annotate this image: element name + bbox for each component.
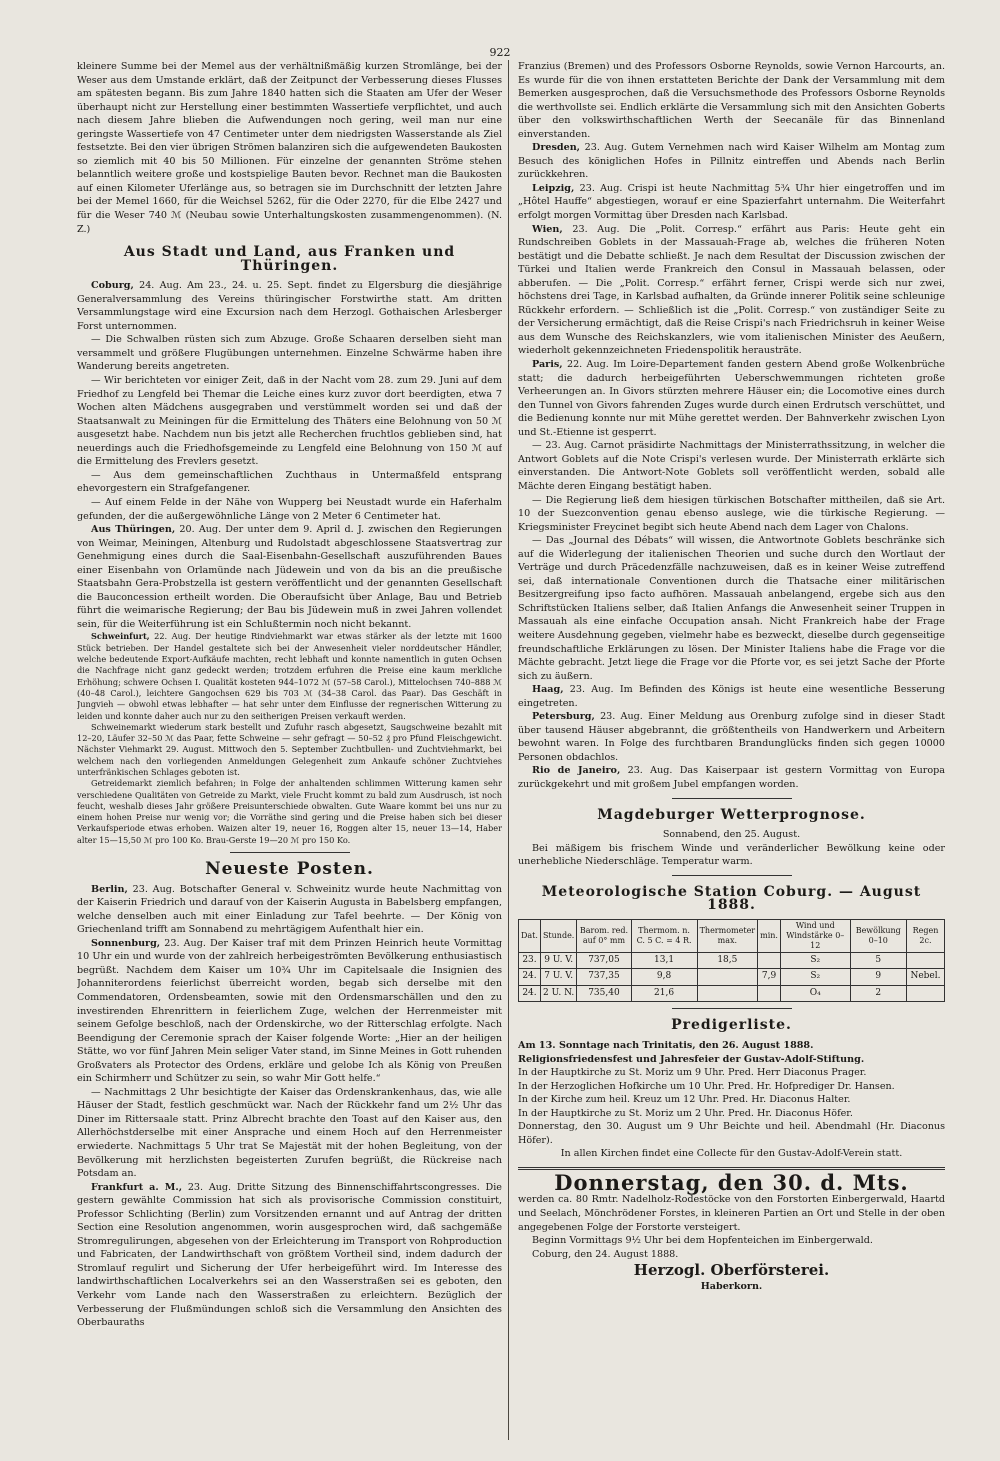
article-paris-2: — 23. Aug. Carnot präsidirte Nachmittags der Ministerrathssitzung, in welcher die Antwort Goblets auf die Note Crispi's verlesen wurde. Der Ministerrath erklärte sich einverstanden. Die Antwort-Note Goblets soll veröffentlicht werden, sobald alle Mächte deren Eingang bestätigt haben.	[518, 440, 945, 492]
col-thermometer: Thermom. n. C. 5 C. = 4 R.	[631, 919, 697, 952]
met-station-heading: Meteorologische Station Coburg. — August 1888.	[541, 883, 922, 914]
separator	[230, 852, 350, 853]
article-wien: Wien, 23. Aug. Die „Polit. Corresp.“ erfährt aus Paris: Heute geht ein Rundschreiben Goblets in der Massauah-Frage ab, welches die früheren Noten bestätigt und die Debatte schließt. Je nach dem Resultat der Discussion zwischen der Türkei und Italien werde Frankreich den Consul in Massauah belassen, oder abberufen. — Die „Polit. Corresp.“ erfährt ferner, Crispi werde sich nur zwei, höchstens drei Tage, in Karlsbad aufhalten, da Gründe innerer Politik seine schleunige Rückkehr erfordern. — Schließlich ist die „Polit. Corresp.“ von zuständiger Seite zu der Versicherung ermächtigt, daß die Reise Crispi's nach Friedrichsruh in keiner Weise aus dem Wunsche des Reichskanzlers, wie vom italienischen Minister des Aeußern, wiederholt gekennzeichneten Friedenspolitik herausträte.	[518, 223, 945, 357]
article-haferhalm: — Auf einem Felde in der Nähe von Wupperg bei Neustadt wurde ein Haferhalm gefunden, der die außergewöhnliche Länge von 2 Meter 6 Centimeter hat.	[77, 496, 502, 522]
article-paris-3: — Die Regierung ließ dem hiesigen türkischen Botschafter mittheilen, daß sie Art. 10 der Suezconvention genau ebenso auslege, wie die türkische Regierung. — Kriegsminister Freycinet begibt sich heute Abend nach dem Lager von Chalons.	[518, 494, 945, 533]
col-wind: Wind und Windstärke 0–12	[780, 919, 850, 952]
place-thueringen: Aus Thüringen,	[91, 524, 176, 536]
place-coburg: Coburg,	[91, 280, 134, 292]
auction-ad-signature: Herzogl. Oberförsterei.	[633, 1261, 830, 1280]
sermon-sunday: Am 13. Sonntage nach Trinitatis, den 26. August 1888.	[518, 1040, 814, 1051]
weather-forecast: Bei mäßigem bis frischem Winde und veränderlicher Bewölkung keine oder unerhebliche Niederschläge. Temperatur warm.	[518, 842, 945, 868]
article-dresden: Dresden, 23. Aug. Gutem Vernehmen nach wird Kaiser Wilhelm am Montag zum Besuch des königlichen Hofes in Pillnitz eintreffen und Abends nach Berlin zurückkehren.	[518, 142, 945, 181]
page-number: 922	[489, 46, 511, 59]
article-petersburg: Petersburg, 23. Aug. Einer Meldung aus Orenburg zufolge sind in dieser Stadt über tausend Häuser abgebrannt, die größtentheils von Handwerkern und Arbeitern bewohnt waren. In Folge des furchtbaren Brandunglücks finden sich gegen 10000 Personen obdachlos.	[518, 711, 945, 763]
place-schweinfurt: Schweinfurt,	[91, 631, 150, 642]
weather-table	[518, 919, 945, 1003]
article-berlin: Berlin, 23. Aug. Botschafter General v. Schweinitz wurde heute Nachmittag von der Kaiserin Friedrich und darauf von der Kaiserin Augusta in Babelsberg empfangen, welche denselben auch mit einer Einladung zur Tafel beehrte. — Der König von Griechenland trifft am Sonnabend zu mehrtägigem Aufenthalt hier ein.	[77, 883, 502, 936]
sermon-festival: Religionsfriedensfest und Jahresfeier der Gustav-Adolf-Stiftung.	[518, 1053, 865, 1065]
weather-table-header	[519, 919, 945, 952]
weather-heading: Magdeburger Wetterprognose.	[597, 806, 866, 823]
section-heading-news: Neueste Posten.	[205, 859, 374, 880]
auction-ad-heading: Donnerstag, den 30. d. Mts.	[554, 1169, 909, 1195]
auction-ad-text: werden ca. 80 Rmtr. Nadelholz-Rodestöcke von den Forstorten Einbergerwald, Haartd und Seelach, Mönchrödener Forstes, in kleineren Partien an Ort und Stelle in der oben angegebenen Folge der Forstorte versteigert.	[518, 1194, 945, 1233]
col-barometer: Barom. red. auf 0° mm	[577, 919, 631, 952]
separator	[672, 798, 792, 799]
article-sonnenburg: Sonnenburg, 23. Aug. Der Kaiser traf mit dem Prinzen Heinrich heute Vormittag 10 Uhr ein und wurde von der zahlreich herbeigeströmten Bevölkerung enthusiastisch begrüßt. Nachdem dem Kaiser um 10¾ Uhr im Capitelsaale die Insignien des Johanniterordens feierlichst überreicht worden, begab sich derselbe mit den Commendatoren, Ordensbeamten, sowie mit den Ordensmarschällen und den zu investirenden Ehrenrittern in feierlichem Zuge, welchen der Herrenmeister mit seinem Gefolge beschloß, nach der Ordenskirche, wo der Ritterschlag erfolgte. Nach Beendigung der Ceremonie sprach der Kaiser folgende Worte: „Hier an der heiligen Stätte, wo vor fünf Jahren Mein seliger Vater stand, im Sinne Meines in Gott ruhenden Großvaters als Protector des Ordens, erkläre und gelobe Ich als König von Preußen ein Schirmherr und Schützer zu sein, so wahr Mir Gott helfe.“	[77, 937, 502, 1085]
col-date: Dat.	[519, 919, 541, 952]
article-schweinemarkt: Schweinemarkt wiederum stark bestellt und Zufuhr rasch abgesetzt, Saugschweine bezahlt mit 12–20, Läufer 32–50 ℳ das Paar, fette Schweine — sehr gefragt — 50–52 ₰ pro Pfund Fleischgewicht. Nächster Viehmarkt 29. August. Mittwoch den 5. September Zuchtbullen- und Zuchtviehmarkt, bei welchem nach den vorliegenden Anmeldungen Gelegenheit zum Ankaufe schöner Zuchtviehes unterfränkischen Schlages geboten ist.	[77, 721, 502, 777]
sermon-line: In der Kirche zum heil. Kreuz um 12 Uhr. Pred. Hr. Diaconus Halter.	[518, 1094, 851, 1106]
place-petersburg: Petersburg,	[532, 711, 595, 723]
column-divider	[508, 60, 509, 1440]
col-thermo-min: min.	[758, 919, 781, 952]
article-lengfeld: — Wir berichteten vor einiger Zeit, daß in der Nacht vom 28. zum 29. Juni auf dem Friedhof zu Lengfeld bei Themar die Leiche eines kurz zuvor dort beerdigten, etwa 7 Wochen alten Mädchens ausgegraben und verstümmelt worden sei und daß der Staatsanwalt zu Meiningen für die Ermittelung des Thäters eine Belohnung von 50 ℳ ausgesetzt habe. Nachdem nun bis jetzt alle Recherchen fruchtlos geblieben sind, hat neuerdings auch die Friedhofsgemeinde zu Lengfeld eine Belohnung von 150 ℳ auf die Ermittelung des Frevlers gesetzt.	[77, 375, 502, 468]
left-column	[77, 60, 502, 1440]
place-frankfurt: Frankfurt a. M.,	[91, 1181, 183, 1193]
sermon-line: In der Hauptkirche zu St. Moriz um 9 Uhr. Pred. Herr Diaconus Prager.	[518, 1067, 867, 1079]
place-paris: Paris,	[532, 359, 563, 371]
article-thueringen: Aus Thüringen, 20. Aug. Der unter dem 9. April d. J. zwischen den Regierungen von Weimar, Meiningen, Altenburg und Rudolstadt abgeschlossene Staatsvertrag zur Genehmigung eines durch die Saal-Eisenbahn-Gesellschaft auszuführenden Baues einer Eisenbahn von Orlamünde nach Jüdewein und von da bis an die preußische Staatsbahn Gera-Probstzella ist gestern veröffentlicht und der genannten Gesellschaft die Bauconcession ertheilt worden. Die Oberaufsicht über Anlage, Bau und Betrieb führt die weimarische Regierung; der Bau bis Jüdewein muß in zwei Jahren vollendet sein, für die Weiterführung ist ein Schlußtermin noch nicht bekannt.	[77, 524, 502, 630]
place-wien: Wien,	[532, 223, 563, 235]
col-cloud: Bewölkung 0–10	[850, 919, 906, 952]
sermon-line: In der Herzoglichen Hofkirche um 10 Uhr. Pred. Hr. Hofprediger Dr. Hansen.	[518, 1080, 895, 1092]
table-row: 24. 2 U. N. 735,40 21,6 O₄ 2	[519, 985, 945, 1002]
col-thermo-max: Thermometer max.	[697, 919, 758, 952]
article-paris-4: — Das „Journal des Débats“ will wissen, die Antwortnote Goblets beschränke sich auf die Widerlegung der italienischen Theorien und suche durch den Wortlaut der Verträge und durch Präcedenzfälle nachzuweisen, daß es in keiner Weise zutreffend sei, daß internationale Conventionen durch die Thatsache einer militärischen Besitzergreifung ipso facto aufhören. Massauah anbelangend, ergebe sich aus den Schriftstücken Italiens selber, daß Italien Anfangs die Anwesenheit seiner Truppen in Massauah als eine einfache Occupation ansah. Nicht Frankreich habe der Frage weitere Ausdehnung gegeben, vielmehr habe es bezweckt, dieselbe durch gegenseitige freundschaftliche Erklärungen zu lösen. Der Minister Italiens habe die Frage vor die Mächte gebracht. Jetzt liege die Frage vor die Pforte vor, es sei jetzt Sache der Pforte sich zu äußern.	[518, 535, 945, 682]
place-sonnenburg: Sonnenburg,	[91, 937, 161, 949]
place-dresden: Dresden,	[532, 142, 581, 154]
article-coburg: Coburg, 24. Aug. Am 23., 24. u. 25. Sept. findet zu Elgersburg die diesjährige Generalversammlung des Vereins thüringischer Forstwirthe statt. Am dritten Versammlungstage wird eine Excursion nach dem Herzogl. Gothaischen Arlesberger Forst unternommen.	[77, 280, 502, 332]
article-paris: Paris, 22. Aug. Im Loire-Departement fanden gestern Abend große Wolkenbrüche statt; die dadurch herbeigeführten Ueberschwemmungen richteten große Verheerungen an. In Givors stürzten mehrere Häuser ein; die Locomotive eines durch den Tunnel von Givors fahrenden Zuges wurde durch einen Erdrutsch verschüttet, und die Bedienung konnte nur mit Mühe gerettet werden. Der Bahnverkehr zwischen Lyon und St.-Etienne ist gesperrt.	[518, 359, 945, 438]
article-zuchthaus: — Aus dem gemeinschaftlichen Zuchthaus in Untermaßfeld entsprang ehevorgestern ein Strafgefangener.	[77, 469, 502, 495]
article-leipzig: Leipzig, 23. Aug. Crispi ist heute Nachmittag 5¾ Uhr hier eingetroffen und im „Hôtel Hauffe“ abgestiegen, worauf er eine Spazierfahrt unternahm. Die Weiterfahrt erfolgt morgen Vormittag über Dresden nach Karlsbad.	[518, 182, 945, 222]
auction-ad-date: Coburg, den 24. August 1888.	[532, 1248, 679, 1260]
article-sonnenburg-2: — Nachmittags 2 Uhr besichtigte der Kaiser das Ordenskrankenhaus, das, wie alle Häuser der Stadt, festlich geschmückt war. Nach der Rückkehr fand um 2½ Uhr das Diner im Rittersaale statt. Prinz Albrecht brachte den Toast auf den Kaiser aus, den Allerhöchstderselbe mit einer Ansprache und einem Hoch auf den Herrenmeister erwiederte. Nachmittags 5 Uhr trat Se Majestät mit der hohen Begleitung, von der Bevölkerung mit herzlichsten begeisterten Zurufen begrüßt, die Rückreise nach Potsdam an.	[77, 1086, 502, 1180]
sermon-line: In der Hauptkirche zu St. Moriz um 2 Uhr. Pred. Hr. Diaconus Höfer.	[518, 1107, 853, 1119]
table-row: 23. 9 U. V. 737,05 13,1 18,5 S₂ 5	[519, 952, 945, 969]
place-leipzig: Leipzig,	[532, 182, 575, 194]
separator	[672, 875, 792, 876]
col-rain: Regen 2c.	[906, 919, 944, 952]
place-rio: Rio de Janeiro,	[532, 765, 621, 777]
sermon-list-heading: Predigerliste.	[671, 1017, 792, 1034]
auction-ad-begin: Beginn Vormittags 9½ Uhr bei dem Hopfenteichen im Einbergerwald.	[532, 1235, 873, 1247]
place-berlin: Berlin,	[91, 883, 128, 895]
separator	[672, 1008, 792, 1009]
article-getreidemarkt: Getreidemarkt ziemlich befahren; in Folge der anhaltenden schlimmen Witterung kamen sehr verschiedene Qualitäten von Getreide zu Markt, viele Frucht kommt zu bald zum Ausdrusch, ist noch feucht, weshalb dieses Jahr größere Preisunterschiede obwalten. Gute Waare kommt bei uns nur zu einem hohen Preise nur wenig vor; die Vorräthe sind gering und die Preise haben sich bei dieser Verkaufsperiode etwas erhoben. Waizen alter 19, neuer 16, Roggen alter 15, neuer 13—14, Haber alter 15—15,50 ℳ pro 100 Ko. Brau-Gerste 19—20 ℳ pro 150 Ko.	[77, 778, 502, 845]
weather-date: Sonnabend, den 25. August.	[662, 829, 801, 841]
col-hour: Stunde.	[540, 919, 576, 952]
article-frankfurt-cont: Franzius (Bremen) und des Professors Osborne Reynolds, sowie Vernon Harcourts, an. Es wurde für die von ihnen erstatteten Berichte der Dank der Versammlung mit dem Bemerken ausgesprochen, daß die Versuchsmethode des Professors Osborne Reynolds die werthvollste sei. Endlich erklärte die Versammlung sich mit den Ansichten Goberts über den volkswirthschaftlichen Werth der Seecanäle für das Binnenland einverstanden.	[518, 61, 945, 140]
article-weser: kleinere Summe bei der Memel aus der verhältnißmäßig kurzen Stromlänge, bei der Weser aus dem Umstande erklärt, daß der Zeitpunct der Verbesserung dieses Flusses am spätesten begann. Bis zum Jahre 1840 hatten sich die Staaten am Ufer der Weser überhaupt nicht zur Herstellung einer bestimmten Wassertiefe verpflichtet, und auch nach diesem Jahre blieben die Aufwendungen noch gering, weil man nur eine geringste Wassertiefe von 47 Centimeter unter dem niedrigsten Wasserstande als Ziel festsetzte. Bei den vier übrigen Strömen balanziren sich die aufgewendeten Baukosten so ziemlich mit 40 bis 50 Millionen. Für einzelne der genannten Ströme stehen belanntlich weitere große und kostspielige Bauten bevor. Rechnet man die Baukosten auf einen Kilometer Uferlänge aus, so betragen sie im Durchschnitt der letzten Jahre bei der Memel 1660, für die Weichsel 5262, für die Oder 2270, für die Elbe 2427 und für die Weser 740 ℳ (Neubau sowie Unterhaltungskosten zusammengenommen). (N. Z.)	[77, 61, 502, 235]
article-schwalben: — Die Schwalben rüsten sich zum Abzuge. Große Schaaren derselben sieht man versammelt und größere Flugübungen unternehmen. Einzelne Schwärme haben ihre Wanderung bereits angetreten.	[77, 334, 502, 373]
article-frankfurt: Frankfurt a. M., 23. Aug. Dritte Sitzung des Binnenschiffahrtscongresses. Die gestern gewählte Commission hat sich als provisorische Commission constituirt, Professor Schlichting (Berlin) zum Vorsitzenden ernannt und auf Antrag der dritten Section eine Resolution angenommen, worin ausgesprochen wird, daß sachgemäße Stromregulirungen, abgesehen von der Erleichterung im Transport von Rohproduction und Fabricaten, der Landwirthschaft von größtem Vortheil sind, indem dadurch der Stromlauf regulirt und Sicherung der Ufer herbeigeführt wird. Im Interesse des landwirthschaftlichen Localverkehrs sei an den Wasserstraßen sei es geboten, den Verkehr vom Lande nach den Wasserstraßen zu erleichtern. Bezüglich der Verbesserung der Flußmündungen schloß sich die Versammlung den Ansichten des Oberbauraths	[77, 1181, 502, 1329]
sermon-collecte: In allen Kirchen findet eine Collecte für den Gustav-Adolf-Verein statt.	[560, 1148, 903, 1160]
auction-ad-name: Haberkorn.	[700, 1281, 763, 1293]
section-heading-local: Aus Stadt und Land, aus Franken und Thüringen.	[123, 244, 456, 274]
right-column	[518, 60, 945, 1440]
article-schweinfurt: Schweinfurt, 22. Aug. Der heutige Rindviehmarkt war etwas stärker als der letzte mit 1600 Stück betrieben. Der Handel gestaltete sich bei der Anwesenheit vieler norddeutscher Händler, welche bedeutende Export-Aufkäufe machten, recht lebhaft und konnte namentlich in guten Ochsen die Nachfrage nicht ganz gedeckt werden; trotzdem erfuhren die Preise eine kaum merkliche Erhöhung; schwere Ochsen I. Qualität kosteten 944–1072 ℳ (57–58 Carol.), Mittelochsen 740–888 ℳ (40–48 Carol.), leichtere Gangochsen 629 bis 703 ℳ (34–38 Carol. das Paar). Das Geschäft in Jungvieh — obwohl etwas lebhafter — hat sehr unter dem Einflusse der regnerischen Witterung zu leiden und konnte daher auch nur zu den seitherigen Preisen verkauft werden.	[77, 631, 502, 721]
sermon-line: Donnerstag, den 30. August um 9 Uhr Beichte und heil. Abendmahl (Hr. Diaconus Höfer).	[518, 1121, 945, 1146]
article-haag: Haag, 23. Aug. Im Befinden des Königs ist heute eine wesentliche Besserung eingetreten.	[518, 684, 945, 709]
place-haag: Haag,	[532, 684, 564, 696]
table-row: 24. 7 U. V. 737,35 9,8 7,9 S₂ 9 Nebel.	[519, 969, 945, 986]
article-rio: Rio de Janeiro, 23. Aug. Das Kaiserpaar ist gestern Vormittag von Europa zurückgekehrt und mit großem Jubel empfangen worden.	[518, 765, 945, 790]
